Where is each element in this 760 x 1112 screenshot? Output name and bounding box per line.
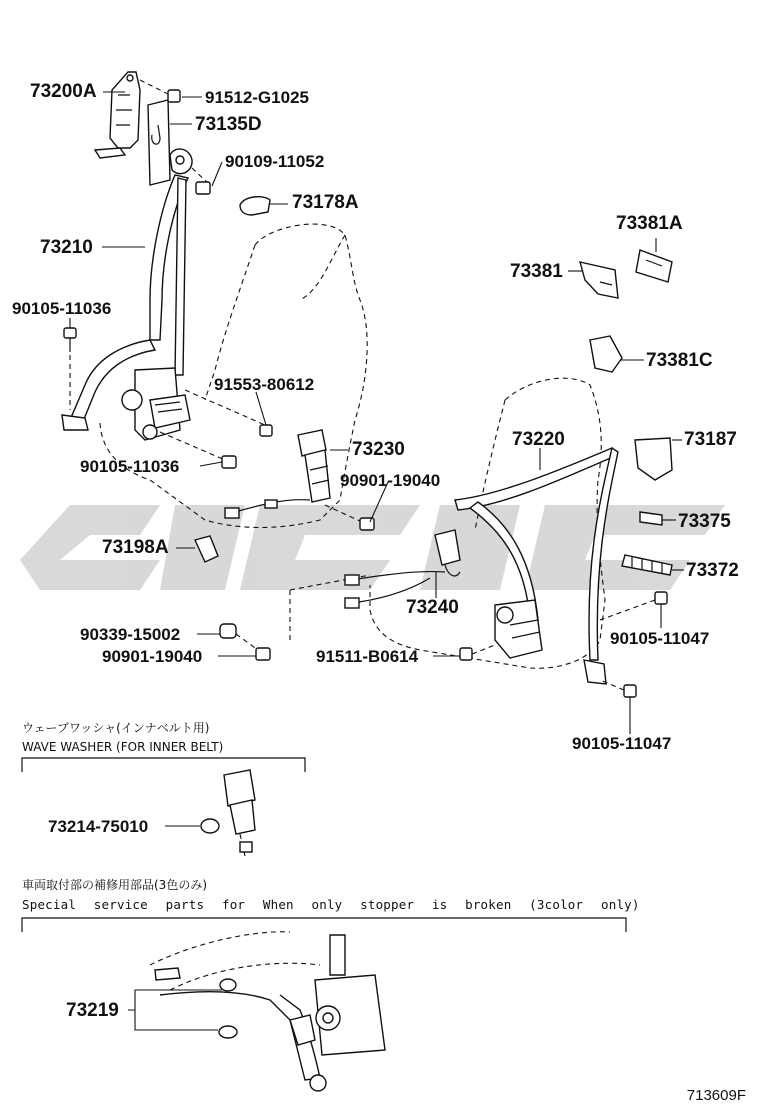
label-73372: 73372: [686, 560, 739, 581]
belt-guide-73381: [580, 262, 618, 298]
label-73375: 73375: [678, 511, 731, 532]
label-73210: 73210: [40, 237, 93, 258]
label-73220: 73220: [512, 429, 565, 450]
label-73381A: 73381A: [616, 213, 683, 234]
upper-anchor-bracket: [95, 72, 140, 158]
label-90339-15002: 90339-15002: [80, 625, 181, 644]
label-73381: 73381: [510, 261, 563, 282]
bolt-91553: [185, 390, 272, 436]
label-90105-11047-b: 90105-11047: [572, 734, 672, 753]
shoulder-anchor: [170, 149, 192, 174]
label-90901-19040-b: 90901-19040: [102, 647, 203, 666]
wave-washer-section: [22, 758, 305, 856]
note-special-en: Special service parts for When only stopper is broken (3color only): [22, 897, 640, 912]
label-73240: 73240: [406, 597, 459, 618]
label-91553-80612: 91553-80612: [214, 375, 315, 394]
note-wave-washer-jp: ウェーブワッシャ(インナベルト用): [22, 721, 210, 735]
label-73219: 73219: [66, 1000, 119, 1021]
bolt-90105-11047-lower: [600, 680, 636, 697]
diagram-id: 713609F: [686, 1087, 746, 1104]
note-special-jp: 車両取付部の補修用部品(3色のみ): [22, 878, 207, 892]
slide-anchor-plate: [148, 100, 170, 185]
note-wave-washer-en: WAVE WASHER (FOR INNER BELT): [22, 740, 224, 754]
label-91512-G1025: 91512-G1025: [205, 88, 309, 107]
label-73198A: 73198A: [102, 537, 169, 558]
bolt-90109: [192, 168, 210, 194]
rear-retractor: [495, 600, 542, 658]
label-90105-11036-b: 90105-11036: [80, 457, 180, 476]
label-73178A: 73178A: [292, 192, 359, 213]
label-73230: 73230: [352, 439, 405, 460]
part-73375: [640, 512, 662, 525]
label-90109-11052: 90109-11052: [225, 152, 325, 171]
bolt-90105-11047-upper: [600, 592, 667, 620]
belt-guide-73381A: [636, 250, 672, 282]
bolt-90105-left-top: [64, 328, 76, 410]
label-91511-B0614: 91511-B0614: [316, 647, 419, 666]
label-90901-19040-a: 90901-19040: [340, 471, 441, 490]
label-73214-75010: 73214-75010: [48, 817, 149, 836]
label-73135D: 73135D: [195, 114, 262, 135]
label-73200A: 73200A: [30, 81, 97, 102]
label-73187: 73187: [684, 429, 737, 450]
anchor-cover: [240, 197, 270, 215]
label-90105-11036-a: 90105-11036: [12, 299, 112, 318]
bolt-91512: [140, 80, 180, 102]
belt-guide-73381C: [590, 336, 622, 372]
bolt-91511: [460, 645, 495, 660]
label-73381C: 73381C: [646, 350, 713, 371]
front-buckle: [298, 430, 330, 502]
belt-cover-73187: [635, 438, 672, 480]
front-retractor: [122, 368, 190, 440]
label-90105-11047-a: 90105-11047: [610, 629, 710, 648]
collar-90339: [220, 624, 236, 638]
